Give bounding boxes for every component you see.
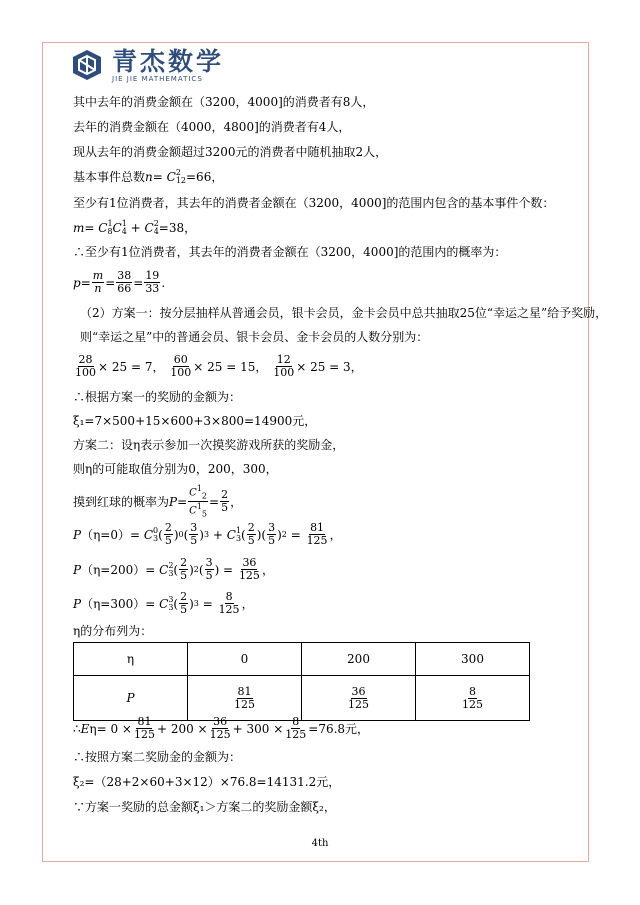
line-21: ∴ E η= 0 × $\frac{81}{125}$ + 200 × $\frac{36}{125}$ + 300 × $\frac{8}{125}$ =76.8元， bbox=[73, 715, 370, 741]
brand-name-en: JIE JIE MATHEMATICS bbox=[112, 74, 203, 83]
line-5: 至少有1位消费者，其去年的消费者金额在（3200，4000]的范围内包含的基本事件个数： bbox=[73, 196, 555, 210]
line-9: （2）方案一：按分层抽样从普通会员，银卡会员，金卡会员中总共抽取25位“幸运之星”给予奖励， bbox=[80, 306, 608, 320]
line-15: 则η的可能取值分别为0，200，300， bbox=[73, 462, 278, 476]
line-14: 方案二：设η表示参加一次摸奖游戏所获的奖励金， bbox=[73, 438, 345, 452]
line-4: 基本事件总数 n = C 2 12 =66， bbox=[73, 168, 224, 185]
line-16: 摸到红球的概率为 P = $C^1_2$ $C^1_5$ = $\frac{2}{5}$ ， bbox=[73, 484, 243, 519]
line-24: ∵方案一奖励的总金额ξ₁＞方案二的奖励金额ξ₂， bbox=[73, 800, 336, 814]
brand-logo bbox=[70, 48, 224, 82]
line-6: m = C 1 8 C 1 4 + C 2 4 =38， bbox=[73, 219, 197, 236]
line-23: ξ₂=（28+2×60+3×12）×76.8=14131.2元， bbox=[73, 775, 341, 789]
line-7: ∴至少有1位消费者，其去年的消费者金额在（3200，4000]的范围内的概率为： bbox=[73, 245, 507, 259]
brand-name-cn: 青杰数学 bbox=[112, 46, 225, 76]
line-13: ξ₁=7×500+15×600+3×800=14900元， bbox=[73, 414, 317, 428]
table-header-0: 0 bbox=[188, 643, 302, 676]
line-18: P （η=200）= C 2 3 ( $\frac{2}{5}$ ) 2 ( $\frac{3}{5}$ ) = $\frac{36}{125}$ ， bbox=[73, 556, 274, 582]
line-1: 其中去年的消费金额在（3200，4000]的消费者有8人， bbox=[73, 95, 375, 109]
table-header-eta: η bbox=[74, 643, 188, 676]
table-cell: $\frac{81}{125}$ bbox=[188, 676, 302, 721]
table-cell: $\frac{36}{125}$ bbox=[302, 676, 416, 721]
line-17: P （η=0）= C 0 3 ( $\frac{2}{5}$ ) 0 ( $\frac{3}{5}$ ) 3 + C 1 3 ( $\frac{2}{5}$ )( $\frac{3}{5}$ ) 2 = $\frac{81}{125}$ ， bbox=[73, 521, 342, 547]
line-12: ∴根据方案一的奖励的金额为： bbox=[73, 390, 242, 404]
line-10: 则“幸运之星”中的普通会员、银卡会员、金卡会员的人数分别为： bbox=[80, 330, 429, 344]
table-header-200: 200 bbox=[302, 643, 416, 676]
table-row-label: P bbox=[74, 676, 188, 721]
line-22: ∴按照方案二奖励金的金额为： bbox=[73, 750, 242, 764]
line-8: p = $\frac{m}{n}$ = $\frac{38}{66}$ = $\frac{19}{33}$ . bbox=[73, 269, 166, 295]
line-3: 现从去年的消费金额超过3200元的消费者中随机抽取2人， bbox=[73, 145, 388, 159]
table-header-300: 300 bbox=[416, 643, 530, 676]
line-20: η的分布列为： bbox=[73, 624, 153, 638]
distribution-table bbox=[73, 642, 530, 721]
line-11: $\frac{28}{100}$ × 25 = 7， $\frac{60}{100}$ × 25 = 15， $\frac{12}{100}$ × 25 = 3， bbox=[75, 353, 363, 379]
line-2: 去年的消费金额在（4000，4800]的消费者有4人， bbox=[73, 120, 351, 134]
table-cell: $\frac{8}{125}$ bbox=[416, 676, 530, 721]
page-number: 4th bbox=[311, 838, 329, 849]
line-19: P （η=300）= C 3 3 ( $\frac{2}{5}$ ) 3 = $\frac{8}{125}$ ， bbox=[73, 590, 254, 616]
cube-logo-icon bbox=[70, 48, 104, 82]
